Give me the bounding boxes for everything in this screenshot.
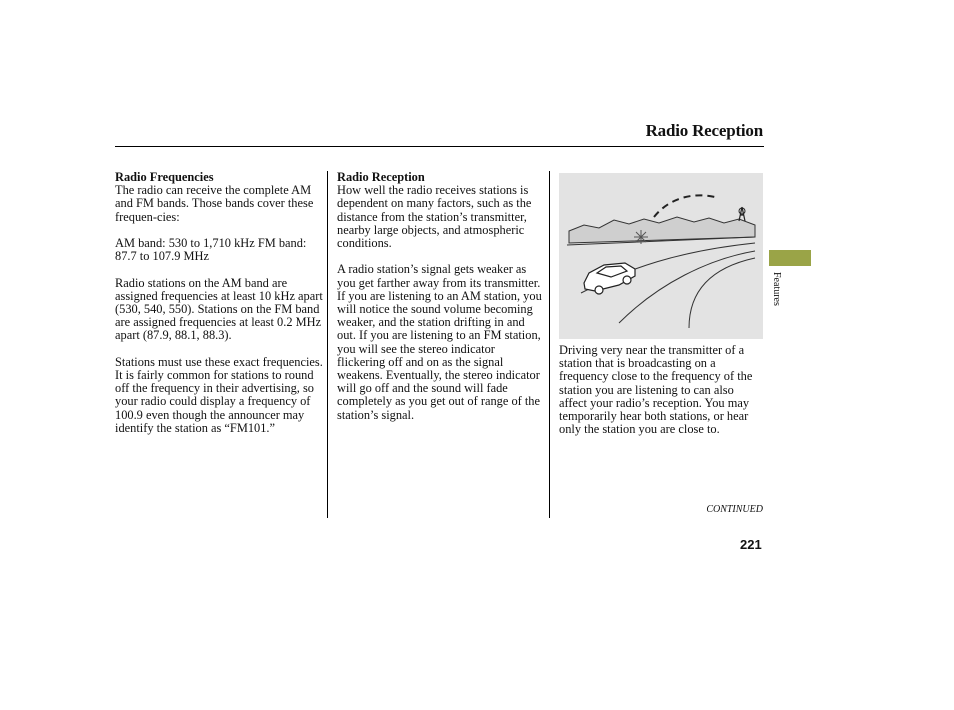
paragraph: Driving very near the transmitter of a station that is broadcasting on a frequency close to the frequency of the station you are listening to can also affect your radio’s reception. You may temporarily hear both stations, or hear only the station you are close to. — [559, 343, 753, 437]
column-radio-reception — [337, 171, 543, 435]
paragraph: A radio station’s signal gets weaker as you get farther away from its transmitter. If you are listening to an AM station, you will notice the sound volume becoming weaker, and the station drifting in and out. If you are listening to an FM station, you will see the stereo indicator flickering off and on as the signal weakens. Eventually, the stereo indicator will go off and the sound will fade completely as you get out of range of the station’s signal. — [337, 262, 542, 422]
continued-note: CONTINUED — [706, 504, 763, 515]
page-number: 221 — [740, 537, 762, 552]
paragraph: How well the radio receives stations is dependent on many factors, such as the distance from the station’s transmitter, nearby large objects, and atmospheric conditions. — [337, 183, 532, 251]
section-heading-radio-frequencies: Radio Frequencies — [115, 170, 214, 184]
section-heading-radio-reception: Radio Reception — [337, 170, 425, 184]
radio-reception-illustration — [559, 173, 763, 339]
paragraph: AM band: 530 to 1,710 kHz FM band: 87.7 to 107.9 MHz — [115, 236, 307, 264]
page-title: Radio Reception — [645, 121, 763, 140]
column-divider — [549, 171, 550, 518]
section-tab — [769, 250, 811, 266]
column-divider — [327, 171, 328, 518]
section-label-features: Features — [771, 272, 782, 306]
paragraph: Radio stations on the AM band are assigned frequencies at least 10 kHz apart (530, 540, 550). Stations on the FM band are assigned frequencies at least 0.2 MHz apart (87.9, 88.1, 88.3). — [115, 275, 323, 343]
car-and-transmitter-drawing — [559, 173, 763, 339]
paragraph: The radio can receive the complete AM and FM bands. Those bands cover these frequen-cies: — [115, 183, 314, 224]
title-rule — [115, 146, 764, 147]
column-interference — [559, 344, 763, 450]
column-radio-frequencies — [115, 171, 323, 448]
paragraph: Stations must use these exact frequencies. It is fairly common for stations to round off the frequency in their advertising, so your radio could display a frequency of 100.9 even though the announcer may identify the station as “FM101.” — [115, 354, 323, 435]
